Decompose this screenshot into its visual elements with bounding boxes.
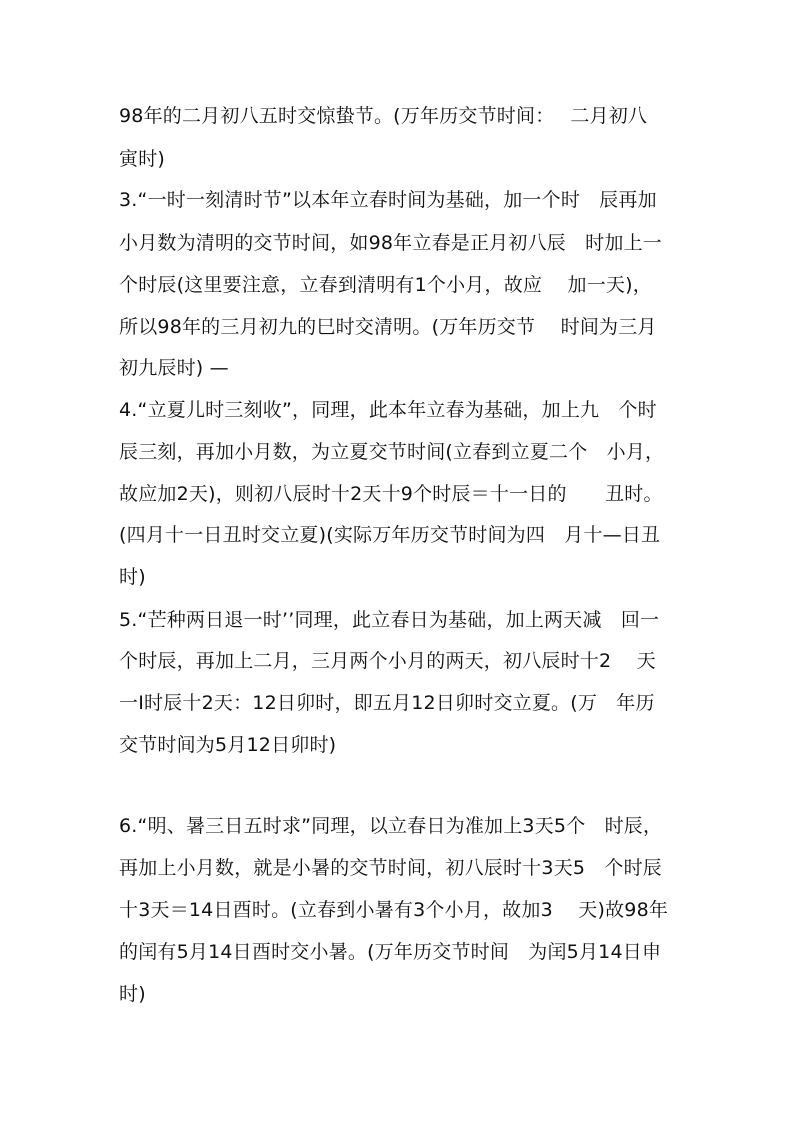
text-line: 十3天＝14日酉时。(立春到小暑有3个小月，故加3 天)故98年 [119, 899, 669, 921]
text-line: 4.“立夏儿时三刻收”，同理，此本年立春为基础，加上九 个时 [119, 399, 657, 421]
text-line: 辰三刻，再加小月数，为立夏交节时间(立春到立夏二个 小月， [119, 441, 665, 463]
text-line: 时) [119, 566, 146, 588]
text-line: 交节时间为5月12日卯时) [119, 734, 337, 756]
text-line: 时) [119, 983, 146, 1005]
text-line: 的闰有5月14日酉时交小暑。(万年历交节时间 为闰5月14日申 [119, 941, 662, 963]
text-line: 初九辰时) — [119, 357, 229, 379]
text-line: 6.“明、暑三日五时求”同理，以立春日为准加上3天5个 时辰， [119, 815, 663, 837]
text-line: 再加上小月数，就是小暑的交节时间，初八辰时十3天5 个时辰 [119, 857, 662, 879]
text-line: 故应加2天)，则初八辰时十2天十9个时辰＝十一日的 丑时。 [119, 483, 663, 505]
text-line: 小月数为清明的交节时间，如98年立春是正月初八辰 时加上一 [119, 232, 662, 254]
text-line: 98年的二月初八五时交惊蛰节。(万年历交节时间： 二月初八 [119, 105, 648, 127]
text-line: 3.“一时一刻清时节”以本年立春时间为基础，加一个时 辰再加 [119, 189, 657, 211]
text-line: 个时辰(这里要注意，立春到清明有1个小月，故应 加一天)， [119, 274, 652, 296]
text-line: 一Ⅰ时辰十2天：12日卯时，即五月12日卯时交立夏。(万 年历 [119, 692, 655, 714]
text-line: (四月十一日丑时交立夏)(实际万年历交节时间为四 月十—日丑 [119, 524, 661, 546]
text-line: 所以98年的三月初九的巳时交清明。(万年历交节 时间为三月 [119, 316, 657, 338]
text-line: 5.“芒种两日退一时’’同理，此立春日为基础，加上两天减 回一 [119, 609, 660, 631]
text-line: 个时辰，再加上二月，三月两个小月的两天，初八辰时十2 天 [119, 650, 656, 672]
text-line: 寅时) [119, 148, 166, 170]
